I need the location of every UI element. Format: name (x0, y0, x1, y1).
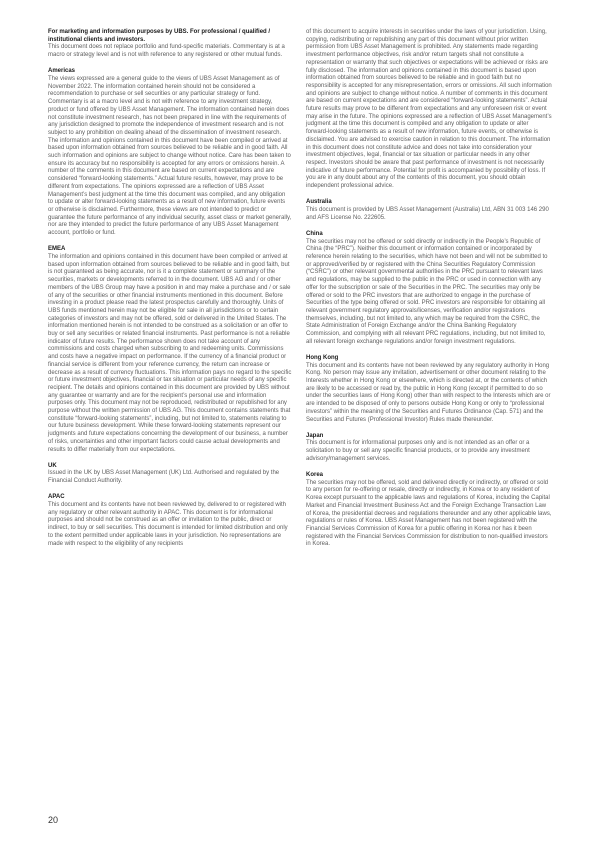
japan-text: This document is for informational purposes only and is not intended as an offer or a solicitation to buy or sell any specific financial products, or to provide any investment advisory/management services. (306, 440, 530, 462)
hong-kong-heading: Hong Kong (306, 354, 339, 361)
intro-title: For marketing and information purposes by UBS. For professional / qualified / institutional clients and investors. (48, 29, 271, 43)
hong-kong-text: This document and its contents have not been reviewed by any regulatory authority in Hong Kong. No person may issue any invitation, advertisement or other document relating to the Interests whether in Hong Kong or elsewhere, which is directed at, or the contents of which are likely to be accessed or read by, the public in Hong Kong (except if permitted to do so under the securities laws of Hong Kong) other than with respect to the Interests which are or are intended to be disposed of only to persons outside Hong Kong or only to “professional investors” within the meaning of the Securities and Futures Ordinance (Cap. 571) and the Securities and Futures (Professional Investor) Rules made thereunder. (306, 362, 551, 423)
americas-text: The views expressed are a general guide to the views of UBS Asset Management as of November 2022. The information contained herein should not be considered a recommendation to purchase or sell securities or any particular strategy or fund. Commentary is at a macro level and is not with reference to any investment strategy, product or fund offered by UBS Asset Management. The information contained herein does not constitute investment research, has not been prepared in line with the requirements of any jurisdiction designed to promote the independence of investment research and is not subject to any prohibition on dealing ahead of the dissemination of investment research. The information and opinions contained in this document have been compiled or arrived at based upon information obtained from sources believed to be reliable and in good faith. All such information and opinions are subject to change without notice. Care has been taken to ensure its accuracy but no responsibility is accepted for any errors or omissions herein. A number of the comments in this document are based on current expectations and are considered “forward-looking statements.” Actual future results, however, may prove to be different from expectations. The opinions expressed are a reflection of UBS Asset Management’s best judgment at the time this document was compiled, and any obligation to update or alter forward-looking statements as a result of new information, future events or otherwise is disclaimed. Furthermore, these views are not intended to predict or guarantee the future performance of any individual security, asset class or market generally, nor are they intended to predict the future performance of any UBS Asset Management account, portfolio or fund. (48, 76, 292, 237)
intro-section (48, 29, 292, 60)
americas-heading: Americas (48, 68, 76, 75)
australia-text: This document is provided by UBS Asset Management (Australia) Ltd, ABN 31 003 146 290 and AFS License No. 222605. (306, 206, 549, 221)
emea-text: The information and opinions contained in this document have been compiled or arrived at based upon information obtained from sources believed to be reliable and in good faith, but is not guaranteed as being accurate, nor is it a complete statement or summary of the securities, markets or developments referred to in the document. UBS AG and / or other members of the UBS Group may have a position in and may make a purchase and / or sale of any of the securities or other financial instruments mentioned in this document. Before investing in a product please read the latest prospectus carefully and thoroughly. Units of UBS funds mentioned herein may not be eligible for sale in all jurisdictions or to certain categories of investors and may not be offered, sold or delivered in the United States. The information mentioned herein is not intended to be construed as a solicitation or an offer to buy or sell any securities or related financial instruments. Past performance is not a reliable indicator of future results. The performance shown does not take account of any commissions and costs charged when subscribing to and redeeming units. Commissions and costs have a negative impact on performance. If the currency of a financial product or financial service is different from your reference currency, the return can increase or decrease as a result of currency fluctuations. This information pays no regard to the specific or future investment objectives, financial or tax situation or particular needs of any specific recipient. The details and opinions contained in this document are provided by UBS without any guarantee or warranty and are for the recipient’s personal use and information purposes only. This document may not be reproduced, redistributed or republished for any purpose without the written permission of UBS AG. This document contains statements that constitute “forward-looking statements”, including, but not limited to, statements relating to our future business development. While these forward-looking statements represent our judgments and future expectations concerning the development of our business, a number of risks, uncertainties and other important factors could cause actual developments and results to differ materially from our expectations. (48, 253, 292, 453)
apac-text: This document and its contents have not been reviewed by, delivered to or registered with any regulatory or other relevant authority in APAC. This document is for informational purposes and should not be construed as an offer or invitation to the public, direct or indirect, to buy or sell securities. This document is intended for limited distribution and only to the extent permitted under applicable laws in your jurisdiction. No representations are made with respect to the eligibility of any recipients (48, 502, 288, 547)
apac-continued-text: of this document to acquire interests in securities under the laws of your jurisdiction. Using, copying, redistributing or republishing any part of this document without prior written permission from UBS Asset Management is prohibited. Any statements made regarding investment performance objectives, risk and/or return targets shall not constitute a representation or warranty that such objectives or expectations will be achieved or risks are fully disclosed. The information and opinions contained in this document is based upon information obtained from sources believed to be reliable and in good faith but no responsibility is accepted for any misrepresentation, errors or omissions. All such information and opinions are subject to change without notice. A number of comments in this document are based on current expectations and are considered “forward-looking statements”. Actual future results may prove to be different from expectations and any unforeseen risk or event may arise in the future. The opinions expressed are a reflection of UBS Asset Management’s judgment at the time this document is compiled and any obligation to update or alter forward-looking statements as a result of new information, future events, or otherwise is disclaimed. You are advised to exercise caution in relation to this document. The information in this document does not constitute advice and does not take into consideration your investment objectives, legal, financial or tax situation or particular needs in any other respect. Investors should be aware that past performance of investment is not necessarily indicative of future performance. Potential for profit is accompanied by possibility of loss. If you are in any doubt about any of the contents of this document, you should obtain independent professional advice. (306, 29, 552, 190)
korea-heading: Korea (306, 472, 324, 479)
japan-section (306, 433, 552, 464)
page-number: 20 (48, 815, 59, 825)
intro-text: This document does not replace portfolio and fund-specific materials. Commentary is at a macro or strategy level and is not with reference to any registered or other mutual funds. (48, 44, 285, 59)
uk-text: Issued in the UK by UBS Asset Management (UK) Ltd. Authorised and regulated by the Financial Conduct Authority. (48, 470, 280, 485)
uk-section (48, 463, 292, 486)
americas-section (48, 68, 292, 237)
hong-kong-section (306, 355, 552, 424)
korea-text: The securities may not be offered, sold and delivered directly or indirectly, or offered or sold to any person for re-offering or resale, directly or indirectly, in Korea or to any resident of Korea except pursuant to the applicable laws and regulations of Korea, including the Capital Market and Financial Investment Business Act and the Foreign Exchange Transaction Law of Korea, the presidential decrees and regulations thereunder and any other applicable laws, regulations or rules of Korea. UBS Asset Management has not been registered with the Financial Services Commission of Korea for a public offering in Korea nor has it been registered with the Financial Services Commission for distribution to non-qualified investors in Korea. (306, 479, 552, 548)
japan-heading: Japan (306, 432, 324, 439)
china-heading: China (306, 230, 323, 237)
korea-section (306, 472, 552, 549)
emea-heading: EMEA (48, 246, 66, 253)
australia-heading: Australia (306, 199, 332, 206)
apac-heading: APAC (48, 494, 65, 501)
emea-section (48, 246, 292, 454)
uk-heading: UK (48, 462, 57, 469)
china-section (306, 231, 552, 347)
left-column (48, 29, 292, 557)
apac-continued-section (306, 29, 552, 191)
apac-section (48, 494, 292, 548)
right-column (306, 29, 552, 558)
australia-section (306, 199, 552, 222)
china-text: The securities may not be offered or sold directly or indirectly in the People’s Republic of China (the “PRC”). Neither this document or information contained or incorporated by reference herein relating to the securities, which have not been and will not be submitted to or approved/verified by or registered with the China Securities Regulatory Commission (“CSRC”) or other relevant governmental authorities in the PRC pursuant to relevant laws and regulations, may be supplied to the public in the PRC or used in connection with any offer for the subscription or sale of the Securities in the PRC. The securities may only be offered or sold to the PRC investors that are authorized to engage in the purchase of Securities of the type being offered or sold. PRC investors are responsible for obtaining all relevant government regulatory approvals/licenses, verification and/or registrations themselves, including, but not limited to, any which may be required from the CSRC, the State Administration of Foreign Exchange and/or the China Banking Regulatory Commission, and complying with all relevant PRC regulations, including, but not limited to, all relevant foreign exchange regulations and/or foreign investment regulations. (306, 238, 548, 345)
